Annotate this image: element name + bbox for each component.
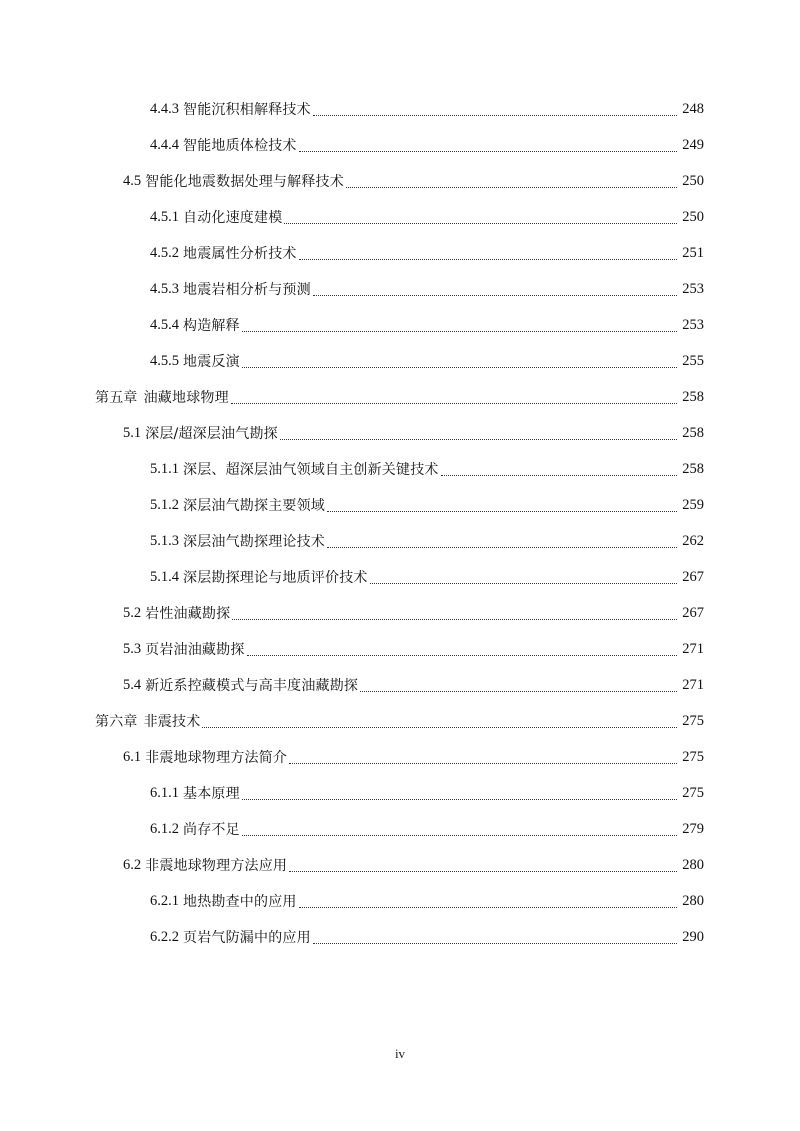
toc-entry-page: 249 bbox=[682, 136, 704, 153]
toc-entry-4-5-1[interactable] bbox=[0, 199, 800, 235]
dot-leader bbox=[299, 906, 677, 908]
toc-entry-4-5-2[interactable] bbox=[0, 235, 800, 271]
toc-entry-title: 智能沉积相解释技术 bbox=[183, 102, 311, 118]
toc-entry-4-4-4[interactable] bbox=[0, 127, 800, 163]
toc-entry-title: 新近系控藏模式与高丰度油藏勘探 bbox=[145, 678, 359, 694]
toc-chapter-label: 第六章 bbox=[95, 714, 138, 730]
toc-entry-4-5-4[interactable] bbox=[0, 307, 800, 343]
toc-entry-chapter-6[interactable] bbox=[0, 703, 800, 739]
toc-entry-title: 非震地球物理方法简介 bbox=[145, 750, 288, 766]
toc-entry-page: 290 bbox=[682, 928, 704, 945]
dot-leader bbox=[299, 150, 677, 152]
dot-leader bbox=[242, 366, 677, 368]
toc-entry-5-3[interactable] bbox=[0, 631, 800, 667]
toc-entry-4-5-5[interactable] bbox=[0, 343, 800, 379]
dot-leader bbox=[313, 294, 677, 296]
toc-entry-page: 258 bbox=[682, 460, 704, 477]
toc-entry-5-1-4[interactable] bbox=[0, 559, 800, 595]
toc-entry-chapter-5[interactable] bbox=[0, 379, 800, 415]
toc-entry-number: 5.1.3 bbox=[150, 532, 179, 549]
toc-entry-title: 非震地球物理方法应用 bbox=[145, 858, 288, 874]
toc-entry-page: 271 bbox=[682, 640, 704, 657]
toc-entry-title: 地震属性分析技术 bbox=[183, 246, 297, 262]
dot-leader bbox=[242, 798, 677, 800]
toc-chapter-label: 第五章 bbox=[95, 390, 138, 406]
toc-entry-number: 5.4 bbox=[123, 676, 142, 693]
toc-entry-title: 自动化速度建模 bbox=[183, 210, 283, 226]
toc-entry-number: 4.5.2 bbox=[150, 244, 179, 261]
dot-leader bbox=[346, 186, 677, 188]
toc-entry-page: 259 bbox=[682, 496, 704, 513]
toc-entry-title: 智能化地震数据处理与解释技术 bbox=[145, 174, 344, 190]
toc-entry-number: 5.2 bbox=[123, 604, 142, 621]
toc-entry-title: 页岩气防漏中的应用 bbox=[183, 930, 311, 946]
toc-entry-number: 4.5.1 bbox=[150, 208, 179, 225]
dot-leader bbox=[242, 834, 677, 836]
toc-entry-number: 4.5.4 bbox=[150, 316, 179, 333]
toc-entry-6-2-1[interactable] bbox=[0, 883, 800, 919]
toc-entry-title: 页岩油油藏勘探 bbox=[145, 642, 245, 658]
toc-entry-number: 5.3 bbox=[123, 640, 142, 657]
toc-entry-page: 248 bbox=[682, 100, 704, 117]
toc-entry-number: 4.4.4 bbox=[150, 136, 179, 153]
toc-entry-4-4-3[interactable] bbox=[0, 91, 800, 127]
toc-entry-5-2[interactable] bbox=[0, 595, 800, 631]
toc-entry-number: 4.5.3 bbox=[150, 280, 179, 297]
toc-entry-number: 5.1.1 bbox=[150, 460, 179, 477]
toc-entry-number: 6.1.2 bbox=[150, 820, 179, 837]
toc-entry-6-2-2[interactable] bbox=[0, 919, 800, 955]
dot-leader bbox=[299, 258, 677, 260]
toc-entry-number: 5.1 bbox=[123, 424, 142, 441]
toc-entry-number: 6.1 bbox=[123, 748, 142, 765]
dot-leader bbox=[280, 438, 677, 440]
toc-entry-number: 6.2.2 bbox=[150, 928, 179, 945]
dot-leader bbox=[327, 510, 677, 512]
toc-entry-page: 275 bbox=[682, 748, 704, 765]
toc-entry-5-1[interactable] bbox=[0, 415, 800, 451]
toc-entry-number: 5.1.2 bbox=[150, 496, 179, 513]
toc-entry-6-1[interactable] bbox=[0, 739, 800, 775]
table-of-contents bbox=[0, 91, 800, 955]
dot-leader bbox=[202, 726, 677, 728]
toc-entry-title: 深层油气勘探理论技术 bbox=[183, 534, 325, 550]
toc-entry-4-5-3[interactable] bbox=[0, 271, 800, 307]
dot-leader bbox=[242, 330, 677, 332]
toc-entry-5-1-2[interactable] bbox=[0, 487, 800, 523]
dot-leader bbox=[289, 870, 677, 872]
toc-entry-number: 4.5.5 bbox=[150, 352, 179, 369]
page-footer-number: iv bbox=[394, 1046, 406, 1061]
dot-leader bbox=[370, 582, 677, 584]
toc-entry-page: 262 bbox=[682, 532, 704, 549]
toc-entry-title: 构造解释 bbox=[183, 318, 240, 334]
toc-entry-page: 250 bbox=[682, 208, 704, 225]
toc-entry-title: 基本原理 bbox=[183, 786, 240, 802]
dot-leader bbox=[289, 762, 677, 764]
toc-entry-page: 280 bbox=[682, 892, 704, 909]
toc-entry-page: 250 bbox=[682, 172, 704, 189]
toc-entry-title: 深层/超深层油气勘探 bbox=[145, 426, 278, 442]
toc-entry-number: 4.5 bbox=[123, 172, 142, 189]
toc-entry-page: 267 bbox=[682, 604, 704, 621]
toc-entry-title: 地热勘查中的应用 bbox=[183, 894, 297, 910]
toc-entry-6-1-1[interactable] bbox=[0, 775, 800, 811]
toc-entry-page: 267 bbox=[682, 568, 704, 585]
toc-entry-title: 深层油气勘探主要领域 bbox=[183, 498, 325, 514]
toc-entry-title: 深层勘探理论与地质评价技术 bbox=[183, 570, 368, 586]
toc-entry-title: 岩性油藏勘探 bbox=[145, 606, 231, 622]
dot-leader bbox=[441, 474, 677, 476]
toc-entry-page: 275 bbox=[682, 712, 704, 729]
dot-leader bbox=[360, 690, 677, 692]
dot-leader bbox=[313, 114, 677, 116]
toc-entry-number: 6.2 bbox=[123, 856, 142, 873]
toc-entry-title: 深层、超深层油气领域自主创新关键技术 bbox=[183, 462, 439, 478]
toc-entry-number: 6.2.1 bbox=[150, 892, 179, 909]
toc-entry-page: 280 bbox=[682, 856, 704, 873]
toc-entry-number: 4.4.3 bbox=[150, 100, 179, 117]
toc-entry-6-1-2[interactable] bbox=[0, 811, 800, 847]
dot-leader bbox=[327, 546, 677, 548]
toc-entry-number: 5.1.4 bbox=[150, 568, 179, 585]
toc-entry-page: 255 bbox=[682, 352, 704, 369]
toc-entry-5-4[interactable] bbox=[0, 667, 800, 703]
toc-entry-page: 253 bbox=[682, 316, 704, 333]
toc-entry-6-2[interactable] bbox=[0, 847, 800, 883]
toc-entry-page: 279 bbox=[682, 820, 704, 837]
dot-leader bbox=[247, 654, 677, 656]
toc-entry-4-5[interactable] bbox=[0, 163, 800, 199]
dot-leader bbox=[231, 402, 677, 404]
toc-entry-page: 271 bbox=[682, 676, 704, 693]
toc-entry-page: 275 bbox=[682, 784, 704, 801]
toc-entry-page: 258 bbox=[682, 388, 704, 405]
dot-leader bbox=[284, 222, 677, 224]
toc-entry-page: 258 bbox=[682, 424, 704, 441]
toc-entry-title: 尚存不足 bbox=[183, 822, 240, 838]
toc-entry-title: 非震技术 bbox=[143, 714, 201, 730]
toc-entry-5-1-1[interactable] bbox=[0, 451, 800, 487]
toc-entry-page: 251 bbox=[682, 244, 704, 261]
dot-leader bbox=[232, 618, 677, 620]
toc-entry-page: 253 bbox=[682, 280, 704, 297]
dot-leader bbox=[313, 942, 677, 944]
toc-entry-5-1-3[interactable] bbox=[0, 523, 800, 559]
toc-entry-number: 6.1.1 bbox=[150, 784, 179, 801]
toc-entry-title: 地震岩相分析与预测 bbox=[183, 282, 311, 298]
toc-entry-title: 智能地质体检技术 bbox=[183, 138, 297, 154]
toc-entry-title: 油藏地球物理 bbox=[143, 390, 229, 406]
toc-entry-title: 地震反演 bbox=[183, 354, 240, 370]
